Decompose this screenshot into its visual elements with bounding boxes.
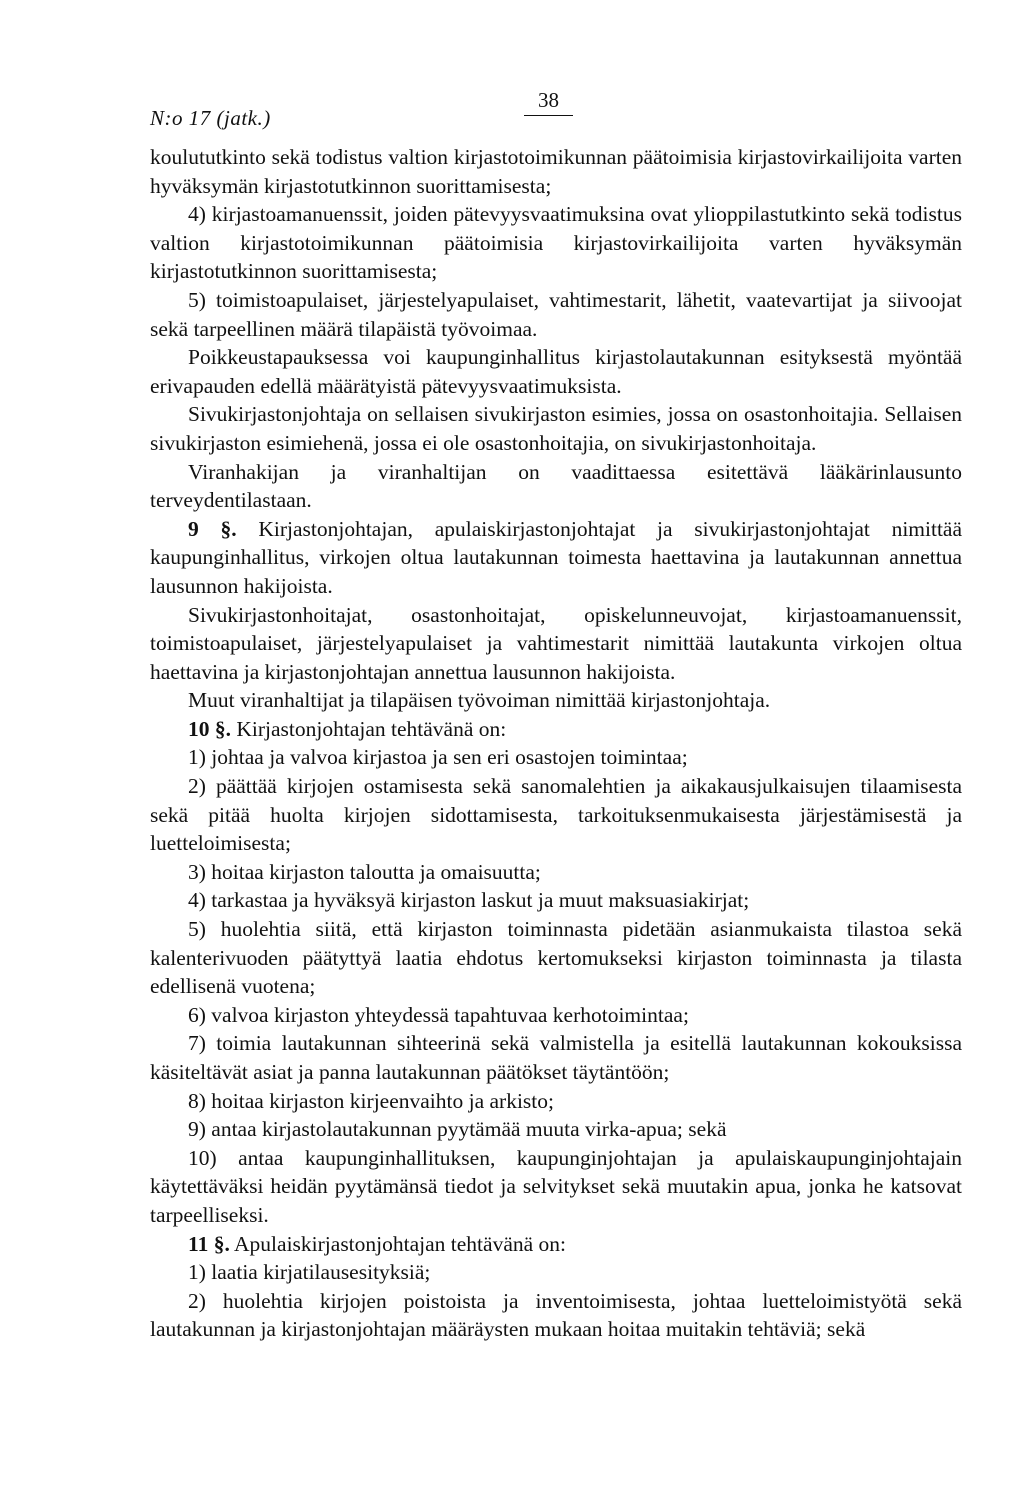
paragraph	[150, 1115, 962, 1144]
paragraph	[150, 858, 962, 887]
paragraph-text: Apulaiskirjastonjohtajan tehtävänä on:	[234, 1231, 567, 1256]
paragraph	[150, 743, 962, 772]
paragraph	[150, 1029, 962, 1086]
section-paragraph	[150, 715, 962, 744]
paragraph-text: 4) tarkastaa ja hyväksyä kirjaston laskut ja muut maksuasiakirjat;	[188, 888, 750, 913]
paragraph	[150, 1258, 962, 1287]
paragraph-text: 2) päättää kirjojen ostamisesta sekä sanomalehtien ja aikakausjulkaisujen tilaamisesta sekä pitää huolta kirjojen sidottamisesta, tarkoituksenmukaisesta järjestämisestä ja luetteloimisesta;	[150, 774, 962, 856]
paragraph-text: Viranhakijan ja viranhaltijan on vaadittaessa esitettävä lääkärinlausunto terveydentilastaan.	[150, 459, 962, 513]
document-body	[150, 143, 962, 1344]
paragraph-text: 8) hoitaa kirjaston kirjeenvaihto ja arkisto;	[188, 1088, 554, 1113]
paragraph-text: Sivukirjastonhoitajat, osastonhoitajat, opiskelunneuvojat, kirjastoamanuenssit, toimistoapulaiset, järjestelyapulaiset ja vahtimestarit nimittää lautakunta virkojen oltua haettavina ja kirjastonjohtajan annettua lausunnon hakijoista.	[150, 602, 962, 684]
paragraph	[150, 286, 962, 343]
paragraph	[150, 343, 962, 400]
paragraph-text: 9) antaa kirjastolautakunnan pyytämää muuta virka-apua; sekä	[188, 1117, 727, 1142]
paragraph-text: 5) toimistoapulaiset, järjestelyapulaiset, vahtimestarit, lähetit, vaatevartijat ja siivoojat sekä tarpeellinen määrä tilapäistä työvoimaa.	[150, 287, 962, 341]
paragraph	[150, 915, 962, 1001]
paragraph-text: 10) antaa kaupunginhallituksen, kaupunginjohtajan ja apulaiskaupunginjohtajain käytettäväksi heidän pyytämänsä tiedot ja selvitykset sekä muutakin apua, jonka he katsovat tarpeelliseksi.	[150, 1145, 962, 1227]
paragraph-text: Muut viranhaltijat ja tilapäisen työvoiman nimittää kirjastonjohtaja.	[188, 688, 771, 713]
paragraph-text: koulututkinto sekä todistus valtion kirjastotoimikunnan päätoimisia kirjastovirkailijoita varten hyväksymän kirjastotutkinnon suorittamisesta;	[150, 145, 962, 198]
paragraph	[150, 200, 962, 286]
paragraph-text: 2) huolehtia kirjojen poistoista ja inventoimisesta, johtaa luetteloimistyötä sekä lautakunnan ja kirjastonjohtajan määräysten mukaan hoitaa muitakin tehtäviä; sekä	[150, 1288, 962, 1342]
section-paragraph	[150, 515, 962, 601]
paragraph	[150, 458, 962, 515]
paragraph-text: 5) huolehtia siitä, että kirjaston toiminnasta pidetään asianmukaista tilastoa sekä kalenterivuoden päätyttyä laatia ehdotus kertomukseksi kirjaston toiminnasta ja tilasta edellisenä vuotena;	[150, 917, 962, 999]
document-reference: N:o 17 (jatk.)	[150, 106, 271, 130]
paragraph-text: 1) johtaa ja valvoa kirjastoa ja sen eri osastojen toimintaa;	[188, 745, 688, 770]
page-header	[0, 0, 1024, 140]
paragraph	[150, 772, 962, 858]
paragraph-text: 6) valvoa kirjaston yhteydessä tapahtuvaa kerhotoimintaa;	[188, 1002, 689, 1027]
section-paragraph	[150, 1230, 962, 1259]
paragraph	[150, 143, 962, 200]
paragraph	[150, 400, 962, 457]
section-number: 11 §.	[188, 1231, 230, 1256]
paragraph	[150, 1087, 962, 1116]
paragraph-text: 7) toimia lautakunnan sihteerinä sekä valmistella ja esitellä lautakunnan kokouksissa käsiteltävät asiat ja panna lautakunnan päätökset täytäntöön;	[150, 1031, 962, 1084]
paragraph	[150, 601, 962, 687]
paragraph-text: Poikkeustapauksessa voi kaupunginhallitus kirjastolautakunnan esityksestä myöntää erivapauden edellä määrätyistä pätevyysvaatimuksista.	[150, 345, 962, 398]
paragraph-text: 4) kirjastoamanuenssit, joiden pätevyysvaatimuksina ovat ylioppilastutkinto sekä todistus valtion kirjastotoimikunnan päätoimisia kirjastovirkailijoita varten hyväksymän kirjastotutkinnon suorittamisesta;	[150, 202, 962, 284]
paragraph	[150, 686, 962, 715]
paragraph-text: Kirjastonjohtajan, apulaiskirjastonjohtajat ja sivukirjastonjohtajat nimittää kaupunginhallitus, virkojen oltua lautakunnan toimesta haettavina ja lautakunnan annettua lausunnon hakijoista.	[150, 516, 963, 598]
paragraph	[150, 1144, 962, 1230]
paragraph-text: Sivukirjastonjohtaja on sellaisen sivukirjaston esimies, jossa on osastonhoitajia. Sellaisen sivukirjaston esimiehenä, jossa ei ole osastonhoitajia, on sivukirjastonhoitaja.	[150, 402, 962, 455]
paragraph-text: Kirjastonjohtajan tehtävänä on:	[236, 716, 507, 741]
paragraph	[150, 886, 962, 915]
section-number: 9 §.	[188, 516, 237, 541]
page-number: 38	[524, 88, 573, 116]
paragraph	[150, 1001, 962, 1030]
section-number: 10 §.	[188, 716, 231, 741]
paragraph-text: 3) hoitaa kirjaston taloutta ja omaisuutta;	[188, 859, 541, 884]
paragraph	[150, 1287, 962, 1344]
paragraph-text: 1) laatia kirjatilausesityksiä;	[188, 1260, 431, 1285]
